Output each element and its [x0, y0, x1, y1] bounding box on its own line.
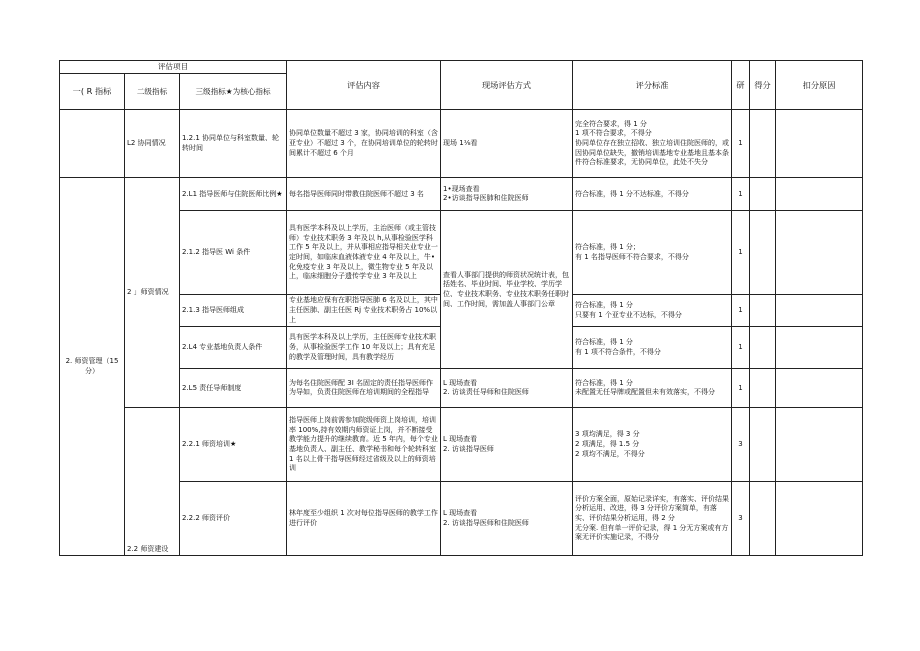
table-row [60, 110, 863, 178]
standard-cell: 符合标准，得 1 分 有 1 项不符合条件，不得分 [573, 327, 732, 369]
score-cell[interactable] [750, 369, 776, 408]
level2-cell: 2 」师资情况 [125, 178, 180, 408]
level3-cell: 2.2.1 师资培训★ [180, 408, 287, 482]
header-group: 评估项目 [60, 61, 287, 74]
table-row [60, 211, 863, 295]
level3-cell: 2.2.2 师资评价 [180, 482, 287, 556]
reason-cell[interactable] [776, 327, 863, 369]
level2-cell: L2 协同情况 [125, 110, 180, 178]
header-reason: 扣分原因 [776, 61, 863, 110]
level3-cell: 2.L4 专业基地负责人条件 [180, 327, 287, 369]
weight-cell: 1 [732, 211, 750, 295]
evaluation-table [59, 60, 863, 556]
weight-cell: 1 [732, 178, 750, 211]
standard-cell: 符合标准，得 1 分不达标准，不得分 [573, 178, 732, 211]
content-cell: 每名指导医师同时带教住院医师不超过 3 名 [287, 178, 441, 211]
header-level1: 一( R 指标 [60, 74, 125, 110]
method-cell: 查看人事部门提供的师资状况统计表，包括姓名、毕业时间、毕业学校、学历学位、专业技术职务、专业技术职务任职时间、工作时间，需加盖人事部门公章 [441, 211, 573, 369]
table-row [60, 482, 863, 556]
reason-cell[interactable] [776, 178, 863, 211]
reason-cell[interactable] [776, 408, 863, 482]
weight-cell: 1 [732, 110, 750, 178]
content-cell: 具有医学本科及以上学历，主任医师专业技术职务，从事检验医学工作 10 年及以上；具有充足的教学及管理时间，具有教学经历 [287, 327, 441, 369]
weight-cell: 1 [732, 369, 750, 408]
method-cell: L 现场查看 2. 访谈指导医师 [441, 408, 573, 482]
level3-cell: 1.2.1 协同单位与科室数量、轮转时间 [180, 110, 287, 178]
header-standard: 评分标准 [573, 61, 732, 110]
reason-cell[interactable] [776, 295, 863, 327]
content-cell: 林年度至少组织 1 次对每位指导医师的教学工作进行评价 [287, 482, 441, 556]
reason-cell[interactable] [776, 369, 863, 408]
standard-cell: 符合标准，得 1 分 未配置无任导牌或配置但未有效落实，不得分 [573, 369, 732, 408]
level2-cell: 2.2 师资建设 [125, 408, 180, 556]
header-weight: 研 [732, 61, 750, 110]
level3-cell: 2.1.2 指导医 Wi 条件 [180, 211, 287, 295]
table-row [60, 369, 863, 408]
weight-cell: 3 [732, 482, 750, 556]
score-cell[interactable] [750, 482, 776, 556]
method-cell: L 现场查看 2. 访谈责任导师和住院医师 [441, 369, 573, 408]
score-cell[interactable] [750, 211, 776, 295]
reason-cell[interactable] [776, 211, 863, 295]
content-cell: 具有医学本科及以上学历，主治医师（或主管技师）专业技术职务 3 年及以 h,从事检验医学科工作 5 年及以上，并从事相应指导相关业专业一定时间，如临床血液体液专业 4 年及以上，牛•化免疫专业 3 年及以上，微生物专业 5 年及以上，临床细胞分子遗传学专业 3 年及以上 [287, 211, 441, 295]
header-level3: 三级指标★为核心指标 [180, 74, 287, 110]
standard-cell: 完全符合要求，得 1 分 1 项不符合要求，不得分 协同单位存在独立招收、独立培训住院医师的，或因协同单位缺失，撤销培训基地专业基地且基本条件符合标准要求，无协同单位，此处不失分 [573, 110, 732, 178]
reason-cell[interactable] [776, 482, 863, 556]
weight-cell: 3 [732, 408, 750, 482]
standard-cell: 3 项均满足，得 3 分 2 项满足，得 1.5 分 2 项均不满足，不得分 [573, 408, 732, 482]
score-cell[interactable] [750, 327, 776, 369]
score-cell[interactable] [750, 295, 776, 327]
score-cell[interactable] [750, 178, 776, 211]
level1-cell-empty [60, 110, 125, 178]
standard-cell: 符合标准，得 1 分 只要有 1 个亚专业不达标，不得分 [573, 295, 732, 327]
method-cell: 现场 1⅛看 [441, 110, 573, 178]
weight-cell: 1 [732, 295, 750, 327]
header-method: 现场评估方式 [441, 61, 573, 110]
content-cell: 为每名住院医师配 3I 名固定的责任指导医师作为导如，负责住院医师在培训期间的全程指导 [287, 369, 441, 408]
score-cell[interactable] [750, 110, 776, 178]
level1-cell: 2. 师资管理（15 分） [60, 178, 125, 556]
reason-cell[interactable] [776, 110, 863, 178]
content-cell: 专业基地应保有在职指导医肺 6 名及以上，其中主任医肺、副主任医 Rj 专业技术职务占 10%以上 [287, 295, 441, 327]
header-content: 评估内容 [287, 61, 441, 110]
method-cell: 1•现场查看 2•访谈指导医肺和住院医师 [441, 178, 573, 211]
header-level2: 二级指标 [125, 74, 180, 110]
content-cell: 指导医师上岗前需参加院级师资上岗培训，培训率 100%,持有效期内师资证上岗，并不断接受教学能力提升的继续教育。近 5 年内，每个专业基地负责人、副主任、教学秘书和每个轮转科室 1 名以上骨干指导医师经过省级及以上的师资培训 [287, 408, 441, 482]
level3-cell: 2.L1 指导医师与住院医师比例★ [180, 178, 287, 211]
method-cell: L 现场查看 2. 访谈指导医师和住院医师 [441, 482, 573, 556]
content-cell: 协同单位数量不超过 3 家，协同培训的科室（含亚专业）不超过 3 个，在协同培训单位的轮转时间累计不超过 6 个月 [287, 110, 441, 178]
level3-cell: 2.L5 责任导师制度 [180, 369, 287, 408]
header-score: 得分 [750, 61, 776, 110]
table-row [60, 408, 863, 482]
score-cell[interactable] [750, 408, 776, 482]
weight-cell: 1 [732, 327, 750, 369]
standard-cell: 符合标准，得 1 分； 有 1 名指导医师不符合要求，不得分 [573, 211, 732, 295]
level3-cell: 2.1.3 指导医师组成 [180, 295, 287, 327]
standard-cell: 评价方案全面，原始记录详实，有落实、评价结果分析运用、改进，得 3 分评价方案简单，有落实、评价结果分析运用，得 2 分 无分案. 但有单一评价记录，得 1 分无方案或有方案无评价实施记录，不得分 [573, 482, 732, 556]
table-row [60, 178, 863, 211]
evaluation-sheet [59, 60, 862, 554]
